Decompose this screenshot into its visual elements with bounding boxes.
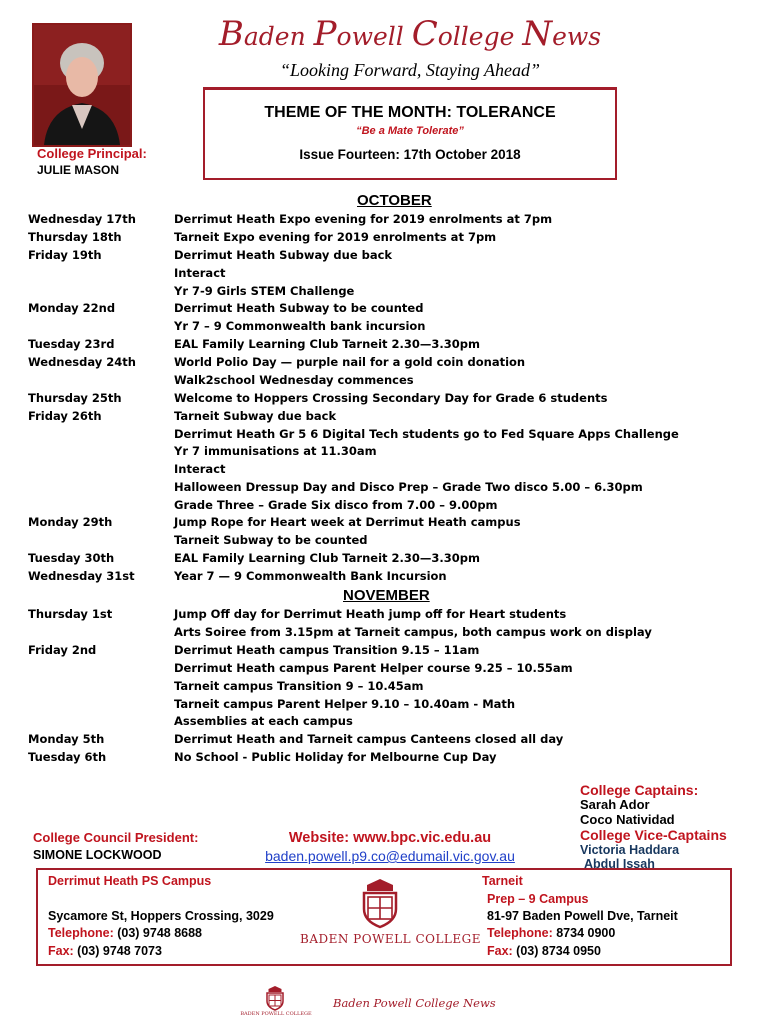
- derrimut-telephone-number: (03) 9748 8688: [113, 926, 203, 940]
- october-day: Friday 19th: [28, 248, 102, 262]
- council-president-name: SIMONE LOCKWOOD: [33, 848, 162, 862]
- october-event: Derrimut Heath Expo evening for 2019 enrolments at 7pm: [174, 212, 553, 226]
- november-event: Derrimut Heath and Tarneit campus Canteens closed all day: [174, 732, 564, 746]
- october-heading: OCTOBER: [357, 192, 432, 209]
- october-event: Derrimut Heath Gr 5 6 Digital Tech students go to Fed Square Apps Challenge: [174, 427, 679, 441]
- october-event: EAL Family Learning Club Tarneit 2.30—3.30pm: [174, 551, 480, 565]
- tarneit-fax: [487, 944, 601, 958]
- october-day: Wednesday 31st: [28, 569, 135, 583]
- october-event: EAL Family Learning Club Tarneit 2.30—3.30pm: [174, 337, 480, 351]
- principal-photo: [32, 23, 132, 147]
- november-event: Jump Off day for Derrimut Heath jump off for Heart students: [174, 607, 567, 621]
- motto: “Looking Forward, Staying Ahead”: [279, 60, 540, 80]
- vice-captains-label: College Vice-Captains: [580, 827, 727, 843]
- derrimut-fax-number: (03) 9748 7073: [73, 944, 162, 958]
- october-day: Monday 29th: [28, 515, 113, 529]
- footer-newsletter-title: Baden Powell College News: [333, 996, 496, 1010]
- october-event: Tarneit Expo evening for 2019 enrolments at 7pm: [174, 230, 497, 244]
- fax-label: Fax:: [48, 944, 74, 958]
- captains-label: College Captains:: [580, 782, 699, 798]
- november-event: Arts Soiree from 3.15pm at Tarneit campus, both campus work on display: [174, 625, 652, 639]
- october-event: Grade Three – Grade Six disco from 7.00 – 9.00pm: [174, 498, 498, 512]
- november-event: Tarneit campus Transition 9 – 10.45am: [174, 679, 424, 693]
- october-event: Year 7 — 9 Commonwealth Bank Incursion: [174, 569, 447, 583]
- october-event: Welcome to Hoppers Crossing Secondary Day for Grade 6 students: [174, 391, 608, 405]
- november-event: Tarneit campus Parent Helper 9.10 – 10.40am - Math: [174, 697, 516, 711]
- november-day: Friday 2nd: [28, 643, 97, 657]
- october-event: Walk2school Wednesday commences: [174, 373, 414, 387]
- email-link[interactable]: baden.powell.p9.co@edumail.vic.gov.au: [265, 848, 515, 864]
- tarneit-campus-title: Tarneit: [482, 874, 523, 888]
- college-crest-icon: [355, 877, 405, 929]
- theme-subtitle: “Be a Mate Tolerate”: [356, 125, 464, 137]
- principal-name: JULIE MASON: [37, 163, 120, 177]
- college-name-logo: BADEN POWELL COLLEGE: [300, 932, 481, 946]
- october-day: Thursday 18th: [28, 230, 122, 244]
- october-day: Wednesday 24th: [28, 355, 136, 369]
- council-president-label: College Council President:: [33, 830, 199, 845]
- telephone-label: Telephone:: [487, 926, 553, 940]
- october-event: Yr 7 – 9 Commonwealth bank incursion: [174, 319, 426, 333]
- october-event: World Polio Day — purple nail for a gold coin donation: [174, 355, 526, 369]
- derrimut-address: Sycamore St, Hoppers Crossing, 3029: [48, 909, 274, 923]
- october-day: Wednesday 17th: [28, 212, 136, 226]
- november-event: No School - Public Holiday for Melbourne Cup Day: [174, 750, 497, 764]
- telephone-label: Telephone:: [48, 926, 114, 940]
- issue-line: Issue Fourteen: 17th October 2018: [299, 147, 521, 162]
- october-day: Tuesday 23rd: [28, 337, 115, 351]
- vice-captain-name: Victoria Haddara: [580, 843, 680, 857]
- november-day: Monday 5th: [28, 732, 105, 746]
- tarneit-telephone-number: 8734 0900: [552, 926, 616, 940]
- october-day: Friday 26th: [28, 409, 102, 423]
- october-event: Interact: [174, 266, 226, 280]
- october-event: Tarneit Subway due back: [174, 409, 337, 423]
- november-day: Thursday 1st: [28, 607, 113, 621]
- tarneit-address: 81-97 Baden Powell Dve, Tarneit: [487, 909, 678, 923]
- october-event: Tarneit Subway to be counted: [174, 533, 368, 547]
- theme-title: THEME OF THE MONTH: TOLERANCE: [264, 104, 556, 121]
- vice-captain-name: Abdul Issah: [584, 857, 655, 871]
- newsletter-masthead: Baden Powell College News: [218, 14, 602, 54]
- october-day: Thursday 25th: [28, 391, 122, 405]
- november-heading: NOVEMBER: [343, 587, 430, 604]
- derrimut-campus-title: Derrimut Heath PS Campus: [48, 874, 212, 888]
- october-day: Monday 22nd: [28, 301, 116, 315]
- college-name-small: BADEN POWELL COLLEGE: [240, 1011, 312, 1017]
- october-event: Yr 7 immunisations at 11.30am: [174, 444, 377, 458]
- october-event: Interact: [174, 462, 226, 476]
- tarneit-prep-label: Prep – 9 Campus: [487, 892, 589, 906]
- fax-label: Fax:: [487, 944, 513, 958]
- captain-name: Coco Natividad: [580, 812, 675, 827]
- october-event: Derrimut Heath Subway due back: [174, 248, 393, 262]
- october-event: Halloween Dressup Day and Disco Prep – Grade Two disco 5.00 – 6.30pm: [174, 480, 643, 494]
- college-crest-small-icon: [262, 985, 288, 1011]
- tarneit-telephone: [487, 926, 615, 940]
- november-event: Derrimut Heath campus Transition 9.15 – 11am: [174, 643, 480, 657]
- november-event: Assemblies at each campus: [174, 714, 353, 728]
- principal-portrait-image: [34, 25, 130, 145]
- november-day: Tuesday 6th: [28, 750, 107, 764]
- principal-label: College Principal:: [37, 146, 147, 161]
- october-event: Derrimut Heath Subway to be counted: [174, 301, 424, 315]
- derrimut-telephone: [48, 926, 202, 940]
- november-event: Derrimut Heath campus Parent Helper course 9.25 – 10.55am: [174, 661, 573, 675]
- october-event: Jump Rope for Heart week at Derrimut Heath campus: [174, 515, 521, 529]
- october-event: Yr 7-9 Girls STEM Challenge: [174, 284, 355, 298]
- website-link[interactable]: Website: www.bpc.vic.edu.au: [288, 830, 492, 846]
- captain-name: Sarah Ador: [580, 797, 650, 812]
- october-day: Tuesday 30th: [28, 551, 115, 565]
- tarneit-fax-number: (03) 8734 0950: [512, 944, 601, 958]
- derrimut-fax: [48, 944, 162, 958]
